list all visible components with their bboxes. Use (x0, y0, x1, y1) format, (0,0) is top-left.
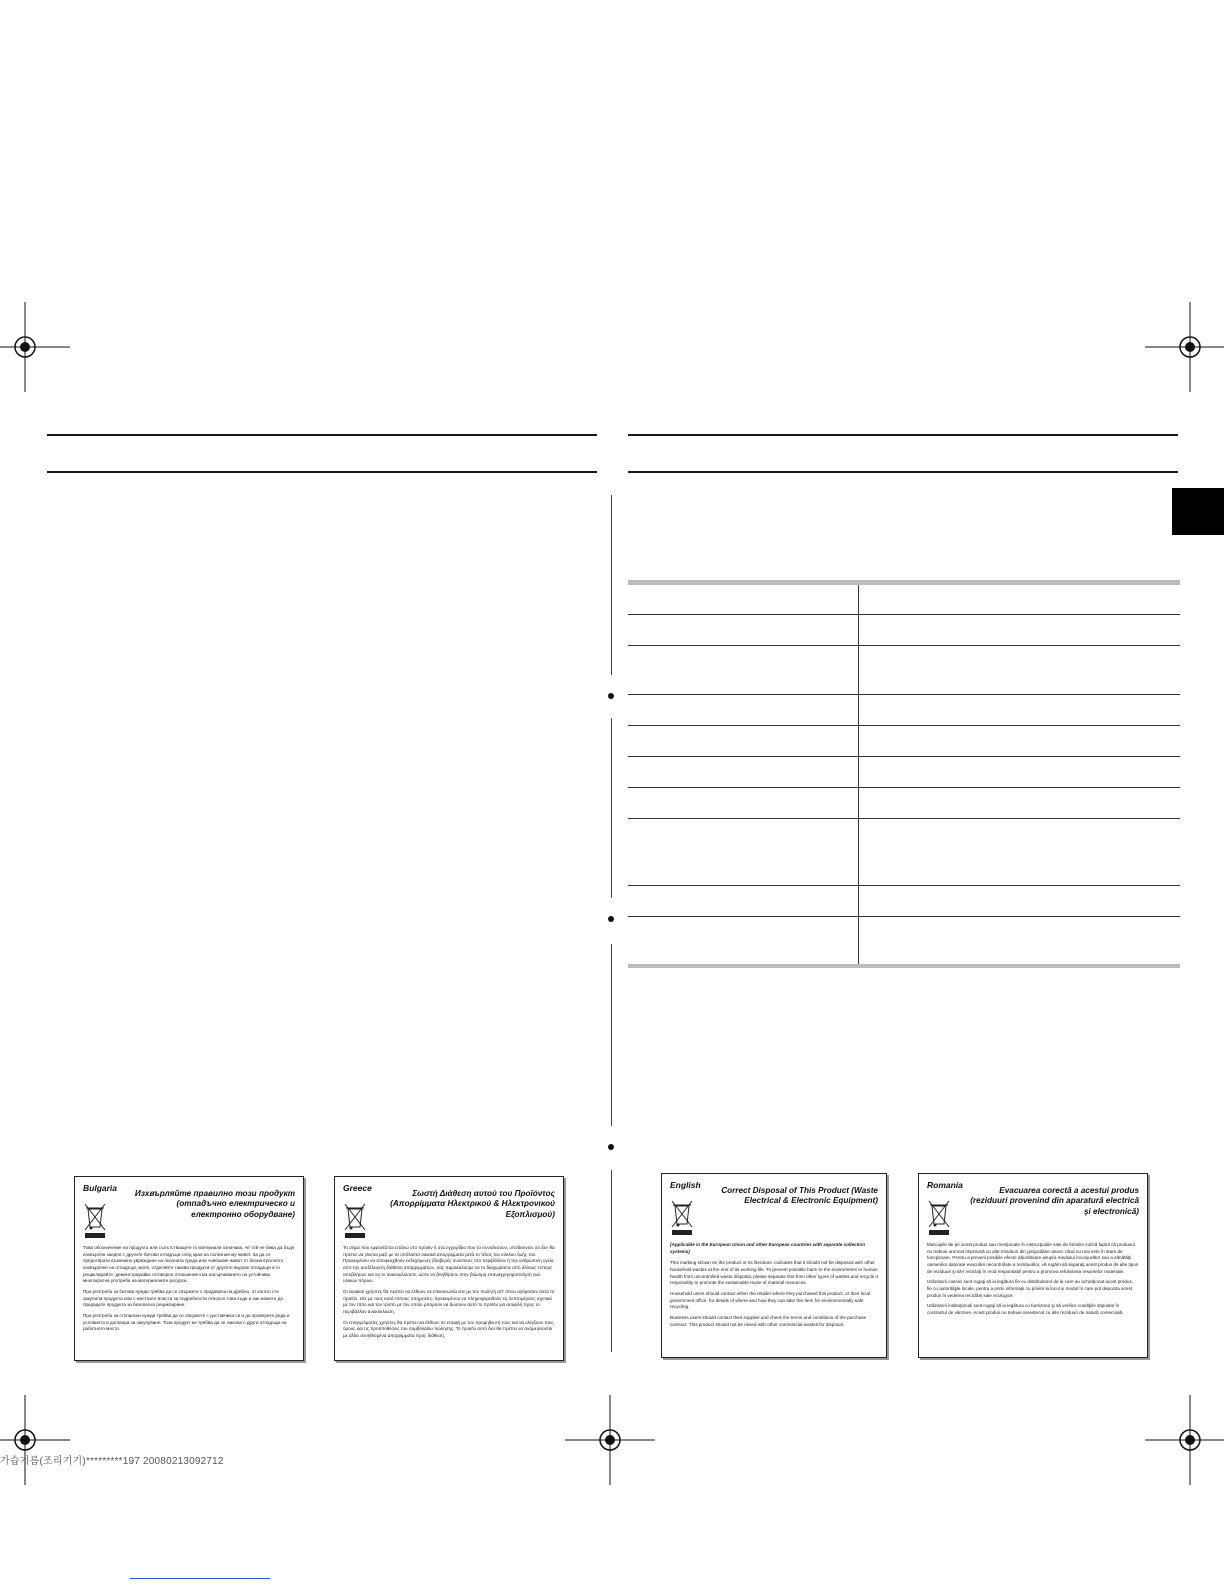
gutter-line (611, 1170, 612, 1352)
registration-mark-icon (565, 1395, 655, 1485)
weee-box-romania (918, 1173, 1148, 1358)
right-header-rule-bottom (628, 471, 1178, 473)
crossed-bin-icon (83, 1201, 107, 1239)
weee-country-label: Romania (927, 1180, 963, 1190)
table-row (628, 788, 1180, 819)
crossed-bin-icon (343, 1201, 367, 1239)
weee-paragraph: Business users should contact their supplier and check the terms and conditions of the purchase contract. This product should not be mixed with other commercial wastes for disposal. (670, 1314, 867, 1327)
gutter-line (611, 495, 612, 675)
weee-country-label: Greece (343, 1183, 372, 1193)
weee-paragraph: Οι οικιακοί χρήστες θα πρέπει να έλθουν σε επικοινωνία είτε με τον πωλητή απ' όπου αγόρασαν αυτό το προϊόν, είτε με τους κατά τόπους υπηρεσίες, προκειμένου να πληροφορηθούν τις λεπτομέρειες σχετικά με τον τόπο και τον τρόπο με τον οποίο μπορούν να δώσουν αυτό το προϊόν για ασφαλή προς το περιβάλλον ανακύκλωση. (343, 1288, 555, 1314)
gutter-line (611, 944, 612, 1126)
weee-body (343, 1245, 555, 1344)
weee-paragraph: При употреба за стопански нужди трябва да се свържете с доставчика си и да проверите реда и условията в договора за закупуване. Този продукт не трябва да се смесва с други отпадъци на работното място. (83, 1312, 290, 1332)
weee-paragraph: Utilizatorii casnici sunt rugaţi să ia legătura fie cu distribuitorul de la care au achiziţionat acest produs, fie cu autorităţile locale, pentru a primi informaţii cu privire la locul şi modul în care pot depozita acest produs în vederea reciclării sale ecologice. (927, 1279, 1134, 1298)
gutter-dot (608, 693, 614, 699)
registration-mark-icon (1145, 1395, 1224, 1485)
weee-body (83, 1245, 295, 1337)
weee-heading: Изхвърляйте правилно този продукт (отпадъчно електрическо и електронно оборудване) (134, 1189, 295, 1219)
weee-paragraph: This marking shown on the product or its literature, indicates that it should not be disposed with other household wastes at the end of its working life. To prevent possible harm to the environment or human health from uncontrolled waste disposal, please separate this from other types of wastes and recycle it responsibly to promote the sustainable reuse of material resources. (670, 1260, 878, 1286)
weee-heading: Σωστή Διάθεση αυτού του Προϊόντος (Απορρίμματα Ηλεκτρικού & Ηλεκτρονικού Εξοπλισμού) (390, 1189, 555, 1219)
weee-paragraph: Household users should contact either the retailer where they purchased this product, or their local government office, for details of where and how they can take this item for environmentally safe recycling. (670, 1290, 871, 1310)
left-header-rule-top (47, 434, 597, 436)
table-row (628, 615, 1180, 646)
weee-paragraph: Το σήμα που εμφανίζεται επάνω στο προϊόν ή στα εγχειρίδια που το συνοδεύουν, υποδεικνύει ότι δεν θα πρέπει να γίνεται μαζί με τα υπόλοιπα οικιακά απορρίμματα μετά το τέλος του κύκλου ζωής του. Προκειμένου να αποφευχθούν ενδεχόμενες βλαβερές συνέπειες στο περιβάλλον ή την ανθρώπινη υγεία από την ανεξέλεγκτη διάθεση απορριμμάτων, σας παρακαλούμε να το διαχωρίσετε από άλλους τύπους αποβλήτων και να το ανακυκλώσετε, ώστε να βοηθήσετε στην βιώσιμη επαναχρησιμοποίηση των υλικών πόρων. (343, 1245, 555, 1284)
weee-applicability: (Applicable in the European Union and other European countries with separate collection systems) (670, 1242, 866, 1254)
weee-box-english (661, 1173, 887, 1358)
table-row (628, 757, 1180, 788)
gutter-dot (608, 1144, 614, 1150)
registration-mark-icon (0, 1395, 70, 1485)
table-row (628, 646, 1180, 695)
table-row (628, 726, 1180, 757)
weee-heading: Correct Disposal of This Product (Waste Electrical & Electronic Equipment) (721, 1186, 878, 1206)
link-underline (130, 1578, 270, 1579)
weee-paragraph: Това обозначение на продукта или съпътстващите го материали означава, че той не бива да бъде изхвърлян заедно с другите битови отпадъци след края на полезния му живот. За да се предотврати възможно увреждане на околната среда или човешкия живот от безконтролното изхвърляне на отпадъци, моля, отделяйте такива продукти от другите видове отпадъци и го рециклирайте, демонстрирайки отговорно отношение към насърчаването на устойчива многократна употреба на материалните ресурси. (83, 1245, 295, 1284)
weee-box-greece (334, 1176, 564, 1361)
gutter-dot (608, 916, 614, 922)
weee-paragraph: Marcajele de pe acest produs sau menţionate în instrucţiunile sale de folosire indică faptul că produsul nu trebuie aruncat împreună cu alte reziduuri din gospodărie atunci când nu mai este în stare de funcţionare. Pentru a preveni posibile efecte dăunătoare asupra mediului înconjurător sau a sănătăţii oamenilor datorate evacuării necontrolate a reziduurilor, vă rugăm să separaţi acest produs de alte tipuri de reziduuri şi să-l reciclaţi în mod responsabil pentru a promova refolosirea resurselor materiale. (927, 1242, 1139, 1274)
table-row (628, 886, 1180, 917)
crossed-bin-icon (927, 1198, 951, 1236)
gutter-line (611, 718, 612, 898)
table-row (628, 917, 1180, 964)
weee-country-label: Bulgaria (83, 1183, 118, 1193)
table-row (628, 819, 1180, 886)
right-header-rule-top (628, 434, 1178, 436)
weee-heading: Evacuarea corectă a acestui produs (reziduuri provenind din aparatură electrică şi electronică) (970, 1186, 1139, 1216)
print-slug: 가습기름(조리기기)*********197 20080213092712 (0, 1456, 224, 1467)
weee-country-label: English (670, 1180, 701, 1190)
table-bottom-rule (628, 964, 1180, 968)
specification-table (628, 580, 1180, 968)
weee-paragraph: При употреба за битови нужди трябва да се свържете с продавача на дребно, от когото сте закупили продукта или с местните власти за подробности относно това къде и как можете да предадете продукта за безопасно рециклиране. (83, 1288, 283, 1308)
weee-body (670, 1242, 878, 1332)
registration-mark-icon (0, 302, 70, 392)
table-row (628, 695, 1180, 726)
table-row (628, 585, 1180, 615)
left-header-rule-bottom (47, 471, 597, 473)
crossed-bin-icon (670, 1198, 694, 1236)
weee-body (927, 1242, 1139, 1321)
section-tab-marker (1172, 488, 1224, 535)
weee-paragraph: Οι επαγγελματίες χρήστες θα πρέπει να έλθουν σε επαφή με τον προμηθευτή τους και να ελέγξουν τους όρους και τις προϋποθέσεις του συμβολαίου πώλησης. Το προϊόν αυτό δεν θα πρέπει να αναμειγνύεται με άλλα συνηθισμένα απορρίμματα προς διάθεση. (343, 1319, 554, 1338)
weee-box-bulgaria (74, 1176, 304, 1361)
registration-mark-icon (1145, 302, 1224, 392)
weee-paragraph: Utilizatorii instituţionali sunt rugaţi să ia legătura cu furnizorul şi să verifice condiţiile stipulate în contractul de vânzare. Acest produs nu trebuie amestecat cu alte reziduuri de natură comercială. (927, 1303, 1124, 1315)
